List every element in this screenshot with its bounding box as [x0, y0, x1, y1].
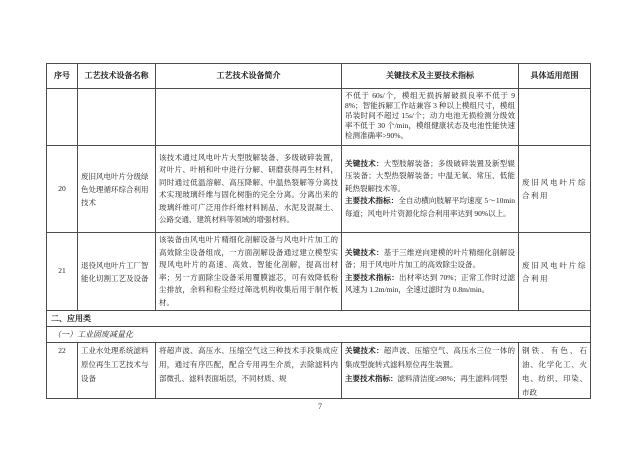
section-row-industrial-solid-waste-reduction: [47, 327, 591, 343]
key-tech-label: 关键技术：: [345, 158, 384, 168]
cell-name-text: 工业水处理系统滤料原位再生工艺技术与设备: [81, 346, 149, 383]
cell-intro: [156, 343, 342, 399]
cell-key-tech: [342, 146, 519, 233]
table-header-row: [47, 64, 591, 89]
col-header-index: 序号: [47, 64, 78, 89]
key-tech-continued-text: 不低于 60s/个，模组无损拆解破损良率不低于 98%；智能拆解工作站兼容 3 种以上模组尺寸，模组吊装时间不超过 15s/个；动力电池无损检测分级效率不低于 30 个/min，模组健康状态及电池性能快速检测准确率>90%。: [345, 91, 515, 140]
indicator-label: 主要技术指标：: [345, 272, 400, 282]
page-number: 7: [318, 402, 322, 411]
tech-equipment-table: [46, 63, 591, 399]
section-subcategory-label: （一）工业固废减量化: [47, 327, 591, 343]
col-header-equipment-name: 工艺技术设备名称: [78, 64, 156, 89]
cell-key-tech: [342, 233, 519, 311]
cell-index: [47, 89, 78, 146]
key-tech-text: 基于三维逆向建模的叶片精细化剖解设备；用于风电叶片加工的高效除尘设备。: [345, 247, 516, 269]
cell-name: [78, 343, 156, 399]
cell-name: 废旧风电叶片分级绿色处理循环综合利用技术: [78, 146, 156, 233]
cell-name: [78, 89, 156, 146]
cell-intro: 该技术通过风电叶片大型肢解装备、多级破碎装置，对叶片、叶梢和叶中进行分解、研磨获得再生材料，同时通过低温溶解、高压降解、中温热裂解等分离技术实现玻璃纤维与固化树脂的完全分离。分离出来的玻璃纤维可广泛用作纤维材料制品、水泥及混凝土、公路交通、建筑材料等领域的增强材料。: [156, 146, 342, 233]
col-header-key-tech-indicators: 关键技术及主要技术指标: [342, 64, 519, 89]
indicator-text: 滤料清洁度≥98%；再生滤料/同型: [397, 374, 508, 383]
cell-scope: 废旧风电叶片综合利用: [519, 146, 591, 233]
cell-index: 22: [47, 343, 78, 399]
cell-index: 21: [47, 233, 78, 311]
col-header-equipment-intro: 工艺技术设备简介: [156, 64, 342, 89]
cell-key-tech: [342, 89, 519, 146]
cell-scope-text: 钢铁、有色、石油、化学化工、火电、纺织、印染、市政: [522, 346, 587, 396]
cell-index: 20: [47, 146, 78, 233]
col-header-scope: 具体适用范围: [519, 64, 591, 89]
cell-intro: 该装备由风电叶片精细化剖解设备与风电叶片加工的高效除尘设备组成，一方面剖解设备通过建立模型实现风电叶片的高速、高效、智能化剖解，提高出材率；另一方面除尘设备采用覆膜滤芯，可有效降低粉尘排放，余料和粉尘经过筛选机构收集后用于制作板材。: [156, 233, 342, 311]
key-tech-text: 超声波、压缩空气、高压水三位一体的集成型旋转式滤料原位再生装置。: [345, 346, 515, 369]
section-category-label: 二、应用类: [47, 311, 591, 327]
key-tech-label: 关键技术：: [345, 346, 384, 355]
table-row-21: [47, 233, 591, 311]
indicator-label: 主要技术指标：: [345, 374, 398, 383]
key-tech-text: 大型肢解装备；多级破碎装置及新型辊压装备；大型热裂解装备；中温无氧、常压、低能耗热裂解技术等。: [345, 158, 516, 193]
cell-scope: [519, 89, 591, 146]
cell-scope: [519, 343, 591, 399]
indicator-text: 全自动横向肢解平均速度 5～10min 每道；风电叶片资源化综合利用率达到 90%以上。: [345, 196, 516, 218]
cell-scope: 废旧风电叶片综合利用: [519, 233, 591, 311]
cell-intro: [156, 89, 342, 146]
cell-key-tech: [342, 343, 519, 399]
table-row-20: [47, 146, 591, 233]
table-row-continued: [47, 89, 591, 146]
key-tech-label: 关键技术：: [345, 247, 384, 257]
section-row-application-category: [47, 311, 591, 327]
table-row-22: [47, 343, 591, 399]
indicator-text: 出材率达到 70%；正常工作时过滤风速为 1.2m/min，全速过滤时为 0.8m/min。: [345, 272, 515, 294]
cell-intro-text: 将超声波、高压水、压缩空气这三种技术手段集成应用，通过有序匹配，配合专用再生介质，去除滤料内部微孔、滤料表面垢层，不同材质、规: [159, 346, 338, 383]
cell-name: 退役风电叶片工厂智能化切割工艺及设备: [78, 233, 156, 311]
indicator-label: 主要技术指标：: [345, 196, 399, 206]
